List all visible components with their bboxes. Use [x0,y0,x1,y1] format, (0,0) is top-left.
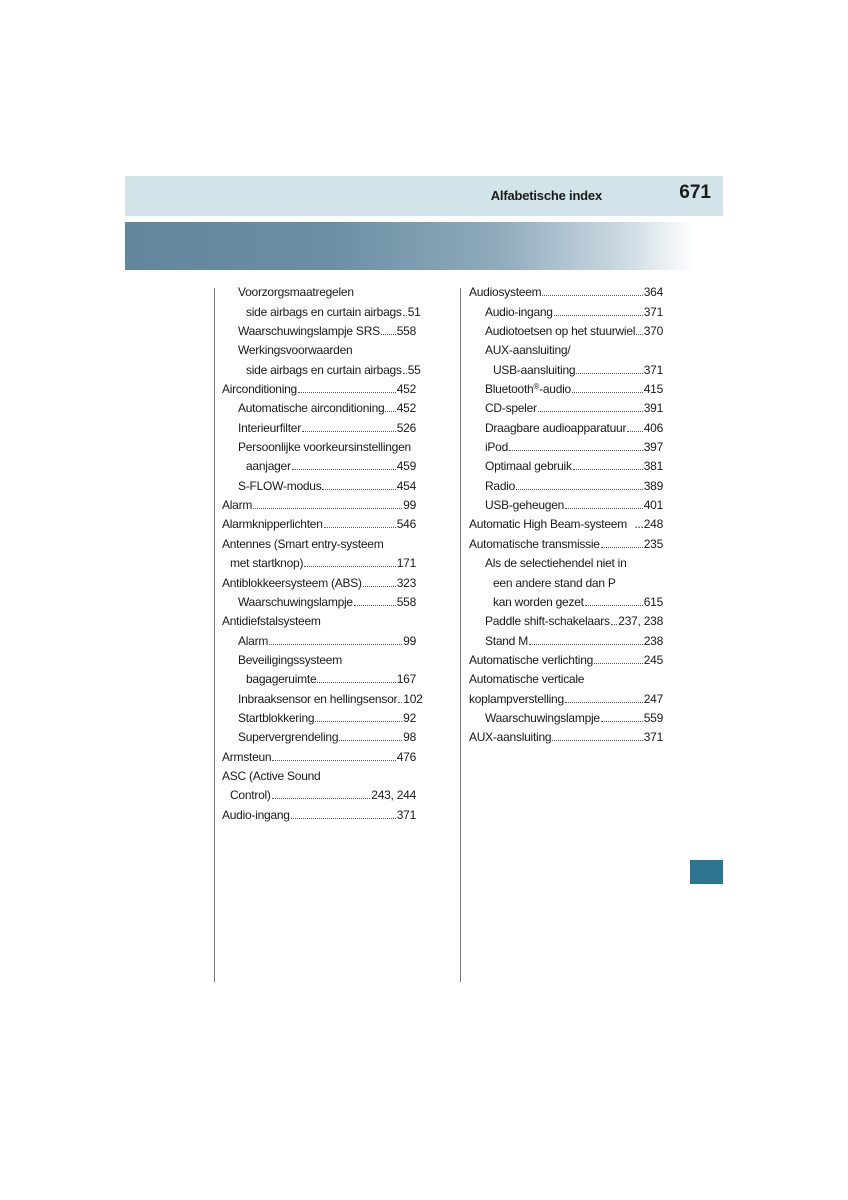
index-entry-text: USB-aansluiting [493,362,576,377]
index-entry-text: Waarschuwingslampje SRS [238,324,380,339]
index-entry [469,628,663,647]
index-entry-page: 558 [396,324,416,339]
index-entry [469,725,663,744]
dot-leader [516,488,643,490]
index-entry [222,802,416,821]
dot-leader [601,720,643,722]
index-entry [222,628,416,647]
index-entry-page: 389 [643,478,663,493]
dot-leader [554,314,643,316]
dot-leader [253,507,402,509]
index-entry [469,338,663,357]
index-entry-page: 615 [643,594,663,609]
dot-leader [538,410,643,412]
dot-leader [565,701,643,703]
dot-leader [315,720,402,722]
dot-leader [552,739,642,741]
index-entry-text: Als de selectiehendel niet in [485,556,627,571]
index-entry-page: 171 [396,556,416,571]
dot-leader [585,604,643,606]
index-entry-page: 452 [396,401,416,416]
dot-leader [269,643,402,645]
index-entry [222,725,416,744]
index-entry-text: Bluetooth®-audio [485,382,571,397]
index-entry [222,706,416,725]
dot-leader [385,410,395,412]
index-entry-text: Waarschuwingslampje [485,710,600,725]
dot-leader [542,294,642,296]
dot-leader [381,333,396,335]
index-entry-text: Airconditioning [222,382,297,397]
index-entry-text: Antidiefstalsysteem [222,614,321,629]
index-column-right [469,280,663,744]
index-entry-page: 238 [643,633,663,648]
dot-leader [576,372,642,374]
index-entry-text: iPod [485,440,509,455]
section-title: Alfabetische index [490,188,602,203]
index-entry [222,435,416,454]
index-entry [469,319,663,338]
index-entry [222,590,416,609]
index-entry [469,667,663,686]
index-entry [469,396,663,415]
index-entry-page: 454 [396,478,416,493]
header-bar [125,176,723,216]
index-entry-page: 371 [643,362,663,377]
index-entry [469,686,663,705]
index-entry-text: Automatische verticale [469,672,585,687]
index-entry [469,706,663,725]
index-entry-text: Beveiligingssysteem [238,652,342,667]
left-column-rule [214,288,215,982]
index-entry [222,454,416,473]
index-entry-text: Antiblokkeersysteem (ABS) [222,575,362,590]
index-entry-text: Persoonlijke voorkeursinstellingen [238,440,411,455]
dot-leader [304,565,396,567]
index-entry [222,744,416,763]
dot-leader [322,488,395,490]
index-entry-page: 476 [396,749,416,764]
index-entry [222,357,421,377]
index-entry [469,280,663,299]
index-entry-page: 235 [643,536,663,551]
index-entry [222,473,416,492]
dot-leader [291,817,396,819]
index-entry-text: Voorzorgsmaatregelen [238,285,354,300]
chapter-tab-marker [690,860,723,884]
right-column-rule [460,288,461,982]
index-entry [222,338,416,357]
index-entry-page: 248 [643,517,663,532]
index-entry-text: kan worden gezet [493,594,584,609]
index-entry [222,609,416,628]
index-entry [222,299,421,319]
header-gradient-band [125,222,695,270]
index-entry-page: 558 [396,594,416,609]
index-entry [469,570,663,589]
index-entry-page: 526 [396,420,416,435]
index-entry-page: 371 [643,304,663,319]
index-entry-page: 415 [643,382,663,397]
index-entry [222,648,416,667]
index-entry-text: Audio-ingang [222,807,290,822]
dot-leader [324,526,396,528]
index-entry-text: Audiotoetsen op het stuurwiel [485,324,636,339]
dot-leader [354,604,396,606]
index-entry-page: 99 [403,498,416,513]
dot-leader [339,739,402,741]
index-entry-page: 381 [643,459,663,474]
index-entry [222,319,416,338]
index-entry-text: AUX-aansluiting [469,730,552,745]
index-entry-page: 102 [403,691,423,706]
dot-leader [403,314,407,316]
index-entry [469,551,663,570]
index-entry [222,783,416,802]
index-entry-page: 401 [643,498,663,513]
dot-leader [573,468,643,470]
index-entry [469,377,663,396]
index-entry [222,570,416,589]
index-entry [222,512,416,531]
index-entry-page: 559 [643,710,663,725]
index-entry-page: 371 [396,807,416,822]
page-number: 671 [679,182,711,203]
index-entry-text: Waarschuwingslampje [238,594,353,609]
index-entry-text: met startknop) [230,556,304,571]
dot-leader [565,507,643,509]
index-entry-page: 391 [643,401,663,416]
index-entry [469,415,663,434]
index-entry-text: CD-speler [485,401,537,416]
index-entry-text: Control) [230,788,271,803]
index-entry [469,473,663,492]
index-entry-text: Automatic High Beam-systeem [469,517,627,532]
index-entry-page: 406 [643,420,663,435]
index-entry-text: aanjager [246,459,291,474]
index-entry-page: 371 [643,730,663,745]
index-entry-page: 92 [403,710,416,725]
index-entry [469,648,663,667]
index-entry-text: Audio-ingang [485,304,553,319]
index-entry-text: Startblokkering [238,710,315,725]
index-entry-text: Automatische verlichting [469,652,594,667]
index-entry-text: Paddle shift-schakelaars [485,614,610,629]
index-entry [469,590,663,609]
dot-leader [363,585,396,587]
index-entry-text: USB-geheugen [485,498,565,513]
index-entry-text: Interieurfilter [238,420,301,435]
index-entry [469,531,663,550]
index-entry-text: Stand M [485,633,528,648]
index-entry-text: Werkingsvoorwaarden [238,343,353,358]
dot-leader [572,391,643,393]
dot-leader [272,797,371,799]
index-entry-page: 167 [396,672,416,687]
index-entry-text: Draagbare audioapparatuur [485,420,627,435]
index-entry-text: Antennes (Smart entry-systeem [222,536,384,551]
index-entry [222,377,416,396]
index-entry [222,493,416,512]
index-entry-page: 51 [407,304,421,319]
index-entry-page: 243, 244 [371,788,416,803]
index-entry-text: Optimaal gebruik [485,459,572,474]
index-entry [469,609,663,628]
index-entry [222,531,416,550]
index-entry-text: Automatische transmissie [469,536,600,551]
index-entry [469,357,663,376]
index-entry-text: AUX-aansluiting/ [485,343,571,358]
dot-leader [302,430,396,432]
index-entry-page: 237, 238 [618,614,663,629]
index-entry [222,686,423,706]
index-entry-text: S-FLOW-modus [238,478,322,493]
dot-leader [594,662,643,664]
dot-leader [403,372,407,374]
dot-leader [509,449,643,451]
index-entry-page: 323 [396,575,416,590]
dot-leader [292,468,396,470]
dot-leader [611,623,618,625]
index-entry [222,667,416,686]
index-entry-page: 370 [643,324,663,339]
dot-leader [636,333,643,335]
index-entry-text: Supervergrendeling [238,730,339,745]
index-entry-text: koplampverstelling [469,691,564,706]
index-entry [222,415,416,434]
index-entry-page: 452 [396,382,416,397]
index-entry-text: een andere stand dan P [493,575,616,590]
index-entry-text: ASC (Active Sound [222,768,321,783]
index-column-left [222,280,423,822]
dot-leader [529,643,643,645]
index-entry [469,299,663,318]
index-entry [469,493,663,512]
index-entry [222,764,416,783]
index-entry-text: Audiosysteem [469,285,542,300]
index-entry-page: 247 [643,691,663,706]
index-entry [222,551,416,570]
index-entry-page: 98 [403,730,416,745]
index-entry-text: Inbraaksensor en hellingsensor [238,691,398,706]
index-entry [222,396,416,415]
index-entry-page: 459 [396,459,416,474]
dot-leader [298,391,396,393]
index-entry [469,435,663,454]
index-entry-text: side airbags en curtain airbags [246,362,402,377]
index-entry [469,454,663,473]
index-entry: Automatic High Beam-systeem ... 248 [469,517,663,532]
index-entry [222,280,416,299]
index-entry-text: Alarm [222,498,253,513]
index-entry-page: 397 [643,440,663,455]
index-entry-text: Alarm [238,633,269,648]
dot-leader [398,701,402,703]
index-entry-text: Alarmknipperlichten [222,517,323,532]
dot-leader [317,681,395,683]
index-entry-page: 55 [407,362,421,377]
index-entry-text: bagageruimte [246,672,317,687]
dot-leader [627,430,643,432]
index-entry-text: side airbags en curtain airbags [246,304,402,319]
index-entry-page: 364 [643,285,663,300]
dot-leader [272,759,395,761]
index-entry-page: 245 [643,652,663,667]
dot-leader [601,546,643,548]
index-entry-page: 546 [396,517,416,532]
index-entry-page: 99 [403,633,416,648]
index-entry-text: Armsteun [222,749,272,764]
index-entry-text: Automatische airconditioning [238,401,385,416]
index-entry-text: Radio [485,478,516,493]
